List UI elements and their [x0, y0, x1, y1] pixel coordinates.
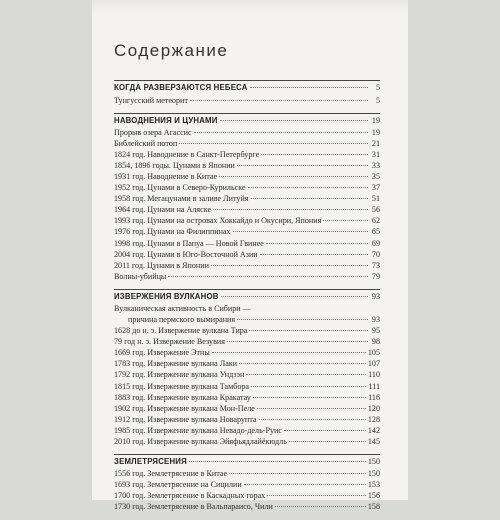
toc-entry[interactable] — [114, 403, 380, 414]
entry-title: 1883 год. Извержение вулкана Кракатау — [114, 392, 251, 402]
toc-entry[interactable] — [114, 193, 380, 204]
page-number: 110 — [368, 370, 380, 380]
dot-leader — [239, 363, 366, 364]
dot-leader — [284, 430, 366, 431]
book-page — [92, 0, 408, 512]
toc-entry[interactable] — [114, 138, 380, 149]
toc-entry[interactable] — [114, 369, 380, 380]
toc-entry[interactable] — [114, 358, 380, 369]
section-title: НАВОДНЕНИЯ И ЦУНАМИ — [114, 115, 218, 125]
entry-title: 1792 год. Извержение вулкана Ундзэн — [114, 370, 245, 380]
dot-leader — [289, 441, 366, 442]
entry-title: 1693 год. Землетрясение на Сицилии — [114, 480, 242, 490]
dot-leader — [249, 330, 368, 331]
entry-title: 1669 год. Извержение Этны — [114, 348, 210, 358]
page-number: 56 — [371, 205, 380, 215]
entry-title: 1902 год. Извержение вулкана Мон-Пеле — [114, 403, 255, 413]
toc-entry[interactable] — [114, 436, 380, 447]
toc-entry[interactable] — [114, 381, 380, 392]
section-title: ИЗВЕРЖЕНИЯ ВУЛКАНОВ — [114, 291, 219, 301]
page-number: 107 — [367, 359, 380, 369]
section-divider — [114, 113, 380, 114]
toc-section-heading[interactable] — [114, 291, 380, 304]
entry-title: 1854, 1896 годы. Цунами в Японии — [114, 161, 235, 171]
toc-entry[interactable] — [114, 336, 380, 347]
dot-leader — [212, 352, 366, 353]
dot-leader — [244, 484, 366, 485]
dot-leader — [233, 231, 368, 232]
page-number: 19 — [371, 115, 380, 125]
toc-section — [114, 113, 380, 282]
dot-leader — [251, 198, 369, 199]
entry-title-continuation: причина пермского вымирания — [128, 315, 236, 325]
toc-entry[interactable] — [114, 171, 380, 182]
dot-leader — [194, 132, 368, 133]
toc-entry[interactable] — [114, 479, 380, 490]
dot-leader — [211, 265, 368, 266]
entry-title: 1952 год. Цунами в Северо-Курильске — [114, 183, 246, 193]
page-number: 19 — [371, 128, 380, 138]
page-number: 51 — [371, 194, 380, 204]
toc-entry[interactable] — [114, 95, 380, 106]
page-number: 37 — [371, 183, 380, 193]
page-number: 116 — [368, 392, 380, 402]
dot-leader — [257, 408, 366, 409]
page-number: 111 — [368, 381, 380, 391]
entry-title: 1976 год. Цунами на Филиппинах — [114, 227, 231, 237]
page-number: 93 — [371, 291, 380, 301]
entry-title: Волны-убийцы — [114, 271, 167, 281]
page-number: 95 — [371, 326, 380, 336]
dot-leader — [251, 386, 366, 387]
page-number: 73 — [371, 260, 380, 270]
page-number: 62 — [371, 216, 380, 226]
toc-section — [114, 80, 380, 106]
dot-leader — [219, 176, 368, 177]
toc-section-heading[interactable] — [114, 115, 380, 128]
entry-title: Библейский потоп — [114, 139, 178, 149]
section-title: КОГДА РАЗВЕРЗАЮТСЯ НЕБЕСА — [114, 83, 248, 92]
entry-title: 1700 год. Землетрясение в Каскадных горах — [114, 491, 266, 501]
entry-title: 1556 год. Землетрясение в Китае — [114, 469, 228, 479]
toc-entry[interactable] — [114, 238, 380, 249]
entry-title: 1815 год. Извержение вулкана Тамбора — [114, 381, 250, 391]
toc-entry[interactable] — [114, 490, 380, 501]
toc-entry[interactable] — [114, 160, 380, 171]
section-divider — [114, 289, 380, 290]
toc-entry[interactable] — [114, 271, 380, 282]
entry-title: 1783 год. Извержение вулкана Лаки — [114, 359, 238, 369]
dot-leader — [323, 220, 368, 221]
page-number: 70 — [371, 249, 380, 259]
dot-leader — [248, 187, 368, 188]
toc-entry[interactable] — [114, 468, 380, 479]
entry-title: Тунгусский метеорит — [114, 95, 188, 105]
page-number: 153 — [367, 480, 380, 490]
toc-entry-continuation[interactable] — [114, 314, 380, 325]
section-title: ЗЕМЛЕТРЯСЕНИЯ — [114, 456, 187, 466]
toc-entry[interactable] — [114, 249, 380, 260]
page-number: 142 — [367, 425, 380, 435]
page-number: 156 — [367, 491, 380, 501]
dot-leader — [259, 419, 366, 420]
page-number: 35 — [371, 172, 380, 182]
toc-section-heading[interactable] — [114, 456, 380, 469]
toc-entry[interactable] — [114, 127, 380, 138]
page-number: 120 — [367, 403, 380, 413]
page-number: 5 — [375, 83, 380, 92]
dot-leader — [275, 506, 366, 507]
entry-title: 1985 год. Извержение вулкана Невадо-дель-Руис — [114, 425, 282, 435]
dot-leader — [229, 473, 366, 474]
page-number: 98 — [371, 337, 380, 347]
toc-section-heading[interactable] — [114, 82, 380, 95]
entry-title: Вулканическая активность в Сибири — — [114, 304, 251, 314]
dot-leader — [220, 120, 368, 121]
page-number: 105 — [367, 348, 380, 358]
dot-leader — [246, 374, 366, 375]
toc-entry[interactable] — [114, 215, 380, 226]
toc-entry[interactable] — [114, 182, 380, 193]
toc-section — [114, 454, 380, 513]
page-number: 65 — [371, 227, 380, 237]
entry-title: 1993 год. Цунами на островах Хоккайдо и Окусири, Япония — [114, 216, 322, 226]
page-number: 31 — [371, 150, 380, 160]
toc-entry[interactable] — [114, 204, 380, 215]
toc-entry[interactable] — [114, 392, 380, 403]
entry-title: 1958 год. Мегацунами в заливе Литуйя — [114, 194, 249, 204]
page-number: 150 — [367, 456, 380, 466]
dot-leader — [267, 495, 366, 496]
dot-leader — [227, 341, 368, 342]
entry-title: 1964 год. Цунами на Аляске — [114, 205, 212, 215]
page-number: 93 — [371, 315, 380, 325]
dot-leader — [168, 276, 368, 277]
page-number: 33 — [371, 161, 380, 171]
toc-entry[interactable] — [114, 149, 380, 160]
page-number: 69 — [371, 238, 380, 248]
toc-entry[interactable] — [114, 226, 380, 237]
entry-title: 79 год н. э. Извержение Везувия — [114, 337, 225, 347]
dot-leader — [250, 87, 368, 88]
toc-title: Содержание — [114, 41, 229, 60]
entry-title: 1824 год. Наводнение в Санкт-Петербурге — [114, 150, 260, 160]
dot-leader — [179, 143, 368, 144]
page-top-edge — [92, 0, 408, 14]
toc-entry[interactable] — [114, 425, 380, 436]
entry-title: 1730 год. Землетрясение в Вальпараисо, Чили — [114, 502, 273, 512]
page-number: 128 — [367, 414, 380, 424]
dot-leader — [261, 154, 368, 155]
dot-leader — [221, 296, 368, 297]
toc-entry[interactable] — [114, 303, 380, 314]
page-number: 158 — [367, 502, 380, 512]
table-of-contents — [114, 80, 380, 520]
page-number: 79 — [371, 271, 380, 281]
dot-leader — [260, 254, 368, 255]
entry-title: 2011 год. Цунами в Японии — [114, 260, 209, 270]
page-number: 5 — [375, 95, 380, 105]
entry-title: 1931 год. Наводнение в Китае — [114, 172, 218, 182]
entry-title: Прорыв озера Агассис — [114, 128, 192, 138]
dot-leader — [190, 100, 368, 101]
dot-leader — [266, 243, 368, 244]
toc-entry[interactable] — [114, 501, 380, 512]
toc-entry[interactable] — [114, 260, 380, 271]
entry-title: 1912 год. Извержение вулкана Новарупта — [114, 414, 257, 424]
dot-leader — [253, 397, 366, 398]
page-number: 145 — [367, 436, 380, 446]
entry-title: 2010 год. Извержение вулкана Эйяфьядлайёкюдль — [114, 436, 287, 446]
section-divider — [114, 454, 380, 455]
dot-leader — [213, 209, 368, 210]
section-divider — [114, 80, 380, 81]
toc-entry[interactable] — [114, 414, 380, 425]
dot-leader — [237, 165, 368, 166]
toc-entry[interactable] — [114, 347, 380, 358]
entry-title: 1628 до н. э. Извержение вулкана Тира — [114, 326, 248, 336]
entry-title: 2004 год. Цунами в Юго-Восточной Азии — [114, 249, 258, 259]
page-number: 150 — [367, 469, 380, 479]
page-number: 21 — [371, 139, 380, 149]
dot-leader — [237, 319, 368, 320]
entry-title: 1998 год. Цунами в Папуа — Новой Гвинее — [114, 238, 264, 248]
toc-section — [114, 289, 380, 447]
dot-leader — [189, 461, 366, 462]
toc-entry[interactable] — [114, 325, 380, 336]
